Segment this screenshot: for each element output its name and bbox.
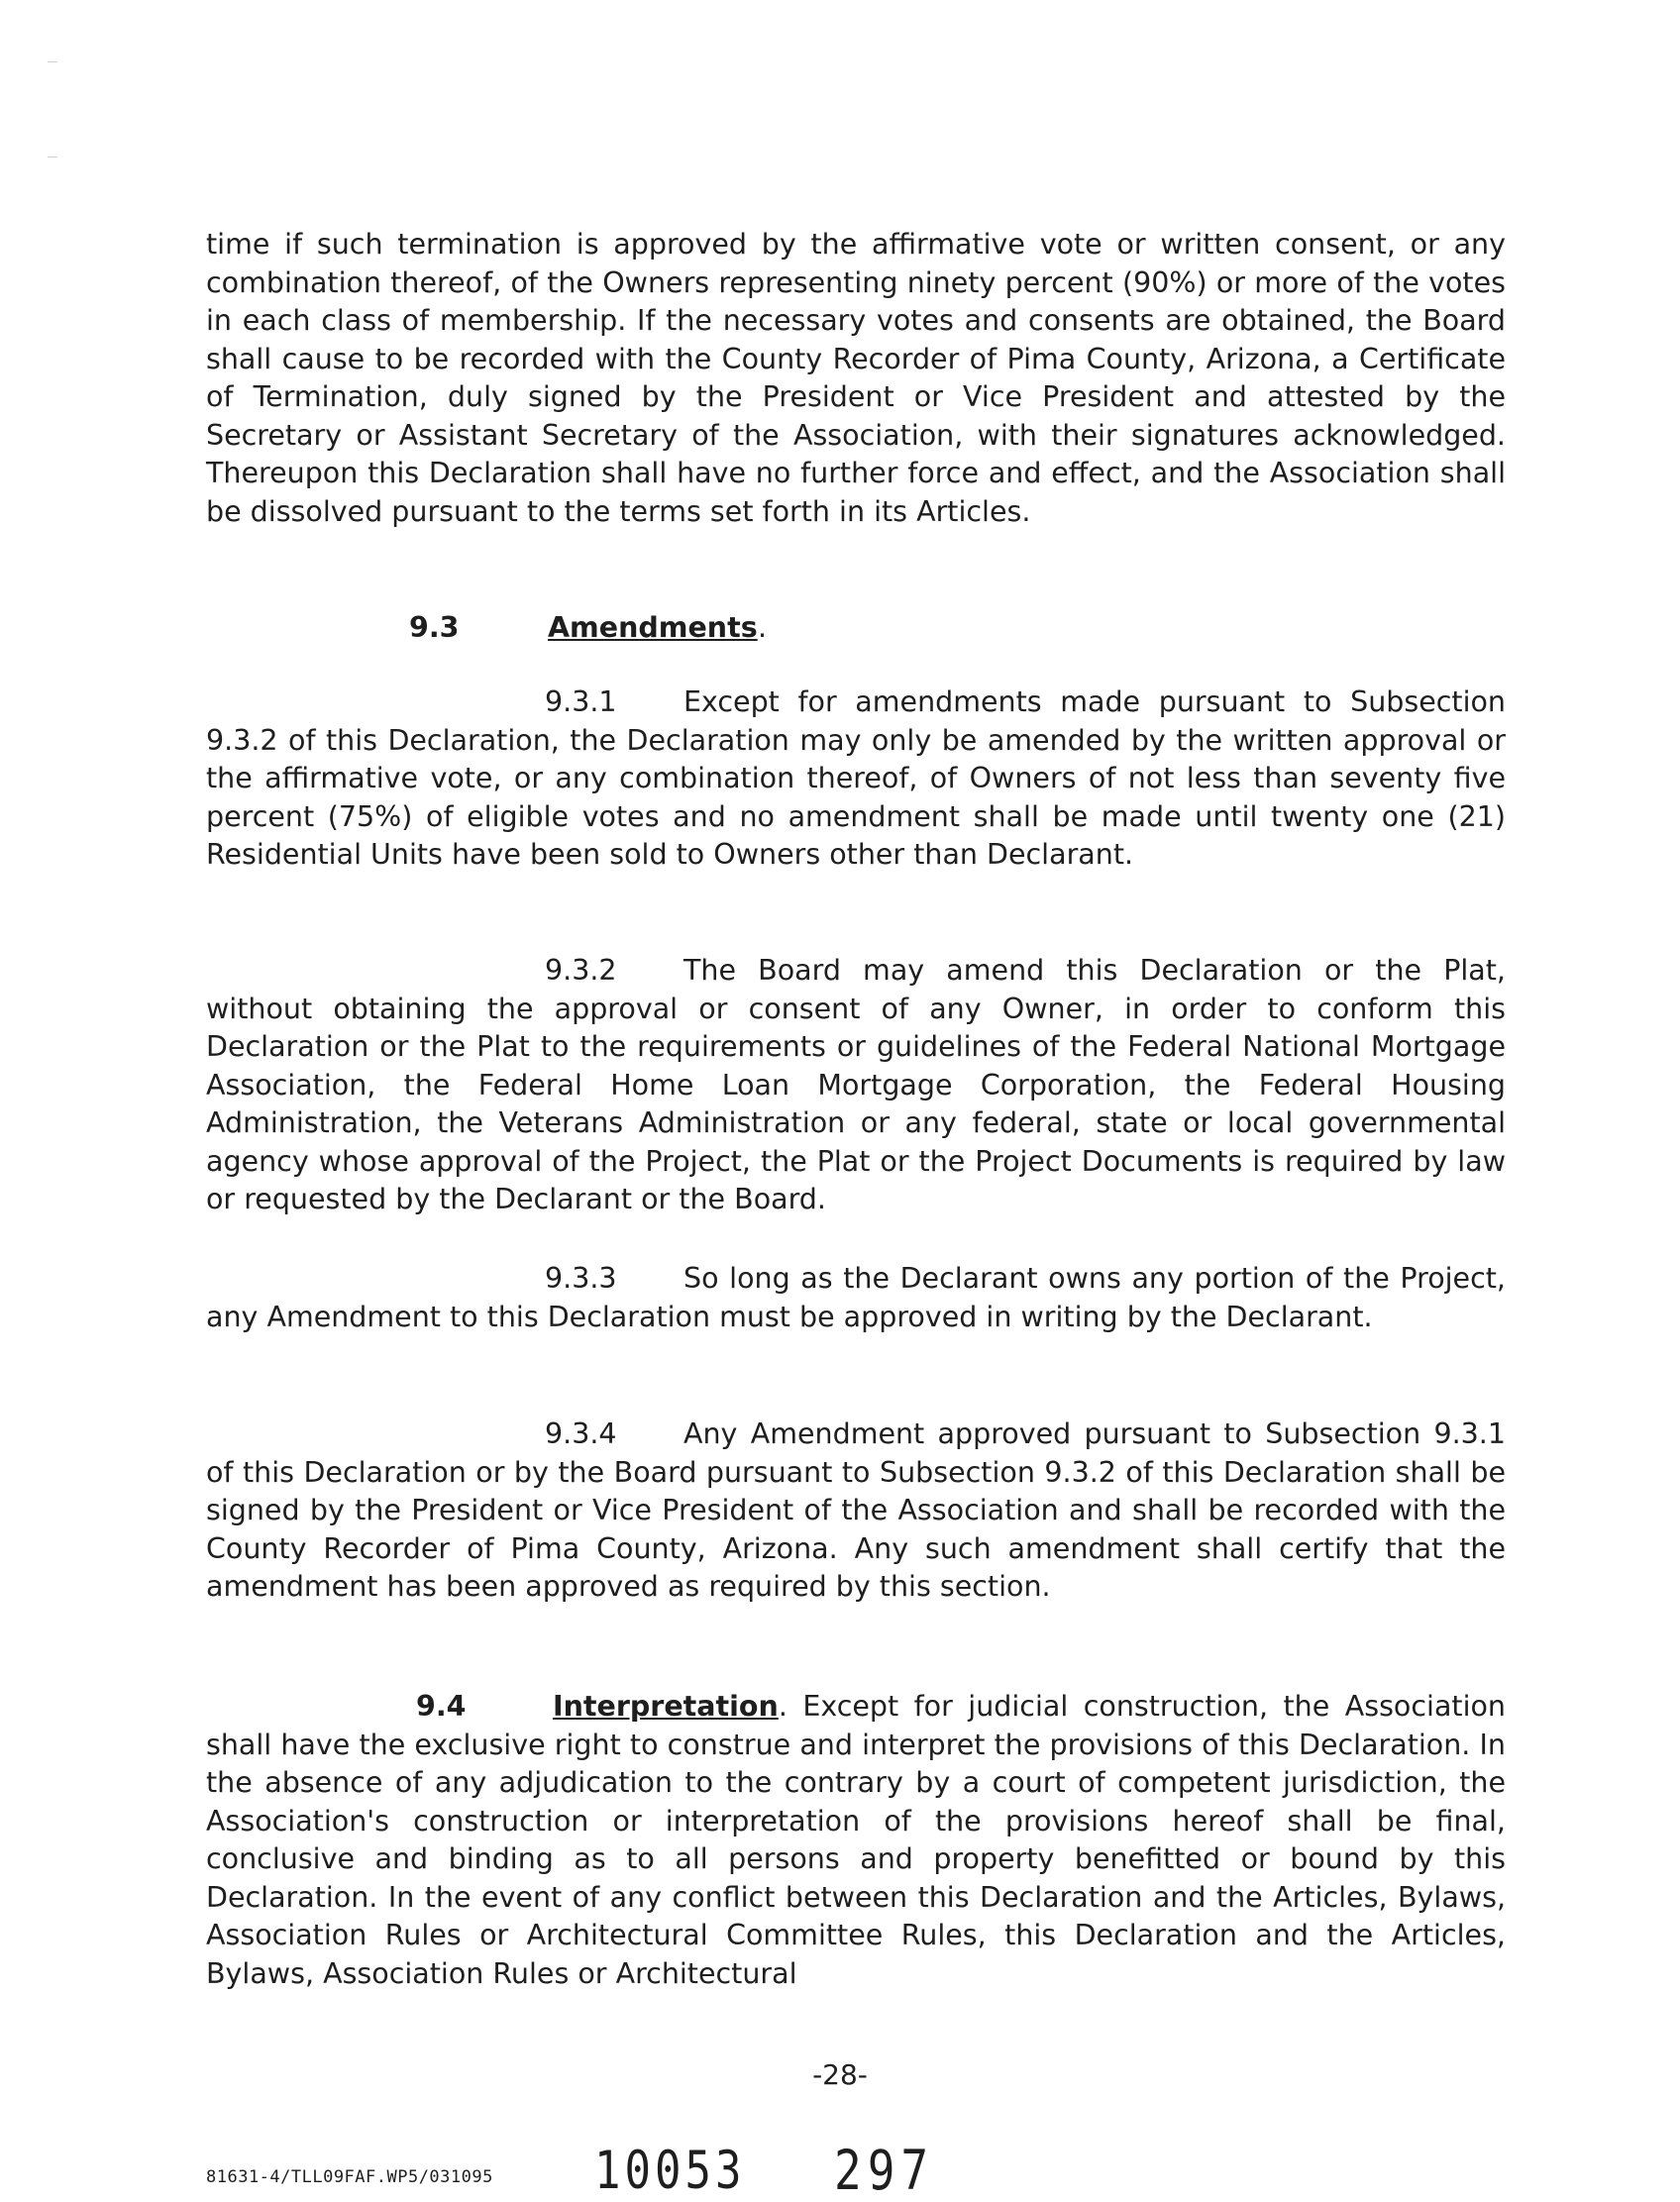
page-stamp: 297 (834, 2138, 935, 2202)
paragraph-text: time if such termination is approved by the affirmative vote or written consent, or any combination thereof, of the Owners representing ninety percent (90%) or more of the votes in each class of membership. If the necessary votes and consents are obtained, the Board shall cause to be recorded with the County Recorder of Pima County, Arizona, a Certificate of Termination, duly signed by the President or Vice President and attested by the Secretary or Assistant Secretary of the Association, with their signatures acknowledged. Thereupon this Declaration shall have no further force and effect, and the Association shall be dissolved pursuant to the terms set forth in its Articles. (206, 228, 1506, 528)
subsection-number: 9.3.1 (545, 685, 617, 718)
page-number: -28- (812, 2058, 868, 2091)
subsection-9-3-4 (206, 1416, 1506, 1607)
subsection-number: 9.3.4 (545, 1417, 617, 1450)
termination-paragraph (206, 226, 1506, 531)
subsection-text: Except for amendments made pursuant to Subsection 9.3.2 of this Declaration, the Declaration may only be amended by the written approval or the affirmative vote, or any combination thereof, of Owners of not less than seventy five percent (75%) of eligible votes and no amendment shall be made until twenty one (21) Residential Units have been sold to Owners other than Declarant. (206, 685, 1506, 871)
section-number: 9.3 (409, 611, 460, 644)
paragraph-text (206, 952, 1506, 1219)
book-stamp: 10053 (594, 2140, 746, 2202)
section-title-text: Amendments (548, 611, 758, 644)
section-text: . Except for judicial construction, the Association shall have the exclusive right to construe and interpret the provisions of this Declaration. In the absence of any adjudication to the contrary by a court of competent jurisdiction, the Association's construction or interpretation of the provisions hereof shall be final, conclusive and binding as to all persons and property benefitted or bound by this Declaration. In the event of any conflict between this Declaration and the Articles, Bylaws, Association Rules or Architectural Committee Rules, this Declaration and the Articles, Bylaws, Association Rules or Architectural (206, 1690, 1506, 1990)
section-9-4 (206, 1688, 1506, 1993)
section-number: 9.4 (416, 1690, 467, 1723)
subsection-9-3-1 (206, 683, 1506, 875)
section-title-suffix: . (758, 611, 768, 644)
margin-mark (48, 61, 57, 62)
paragraph-text (206, 683, 1506, 875)
subsection-text: The Board may amend this Declaration or the Plat, without obtaining the approval or consent of any Owner, in order to conform this Declaration or the Plat to the requirements or guidelines of the Federal National Mortgage Association, the Federal Home Loan Mortgage Corporation, the Federal Housing Administration, the Veterans Administration or any federal, state or local governmental agency whose approval of the Project, the Plat or the Project Documents is required by law or requested by the Declarant or the Board. (206, 954, 1506, 1215)
section-title: Interpretation (553, 1690, 779, 1723)
subsection-text: So long as the Declarant owns any portion of the Project, any Amendment to this Declaration must be approved in writing by the Declarant. (206, 1262, 1506, 1333)
paragraph-text (206, 1688, 1506, 1993)
subsection-9-3-3 (206, 1260, 1506, 1336)
subsection-text: Any Amendment approved pursuant to Subsection 9.3.1 of this Declaration or by the Board pursuant to Subsection 9.3.2 of this Declaration shall be signed by the President or Vice President of the Association and shall be recorded with the County Recorder of Pima County, Arizona. Any such amendment shall certify that the amendment has been approved as required by this section. (206, 1417, 1506, 1603)
section-title (548, 609, 758, 648)
document-code: 81631-4/TLL09FAF.WP5/031095 (206, 2167, 493, 2187)
paragraph-text (206, 1416, 1506, 1607)
subsection-number: 9.3.2 (545, 954, 617, 987)
paragraph-text (206, 1260, 1506, 1336)
subsection-9-3-2 (206, 952, 1506, 1219)
subsection-number: 9.3.3 (545, 1262, 617, 1295)
